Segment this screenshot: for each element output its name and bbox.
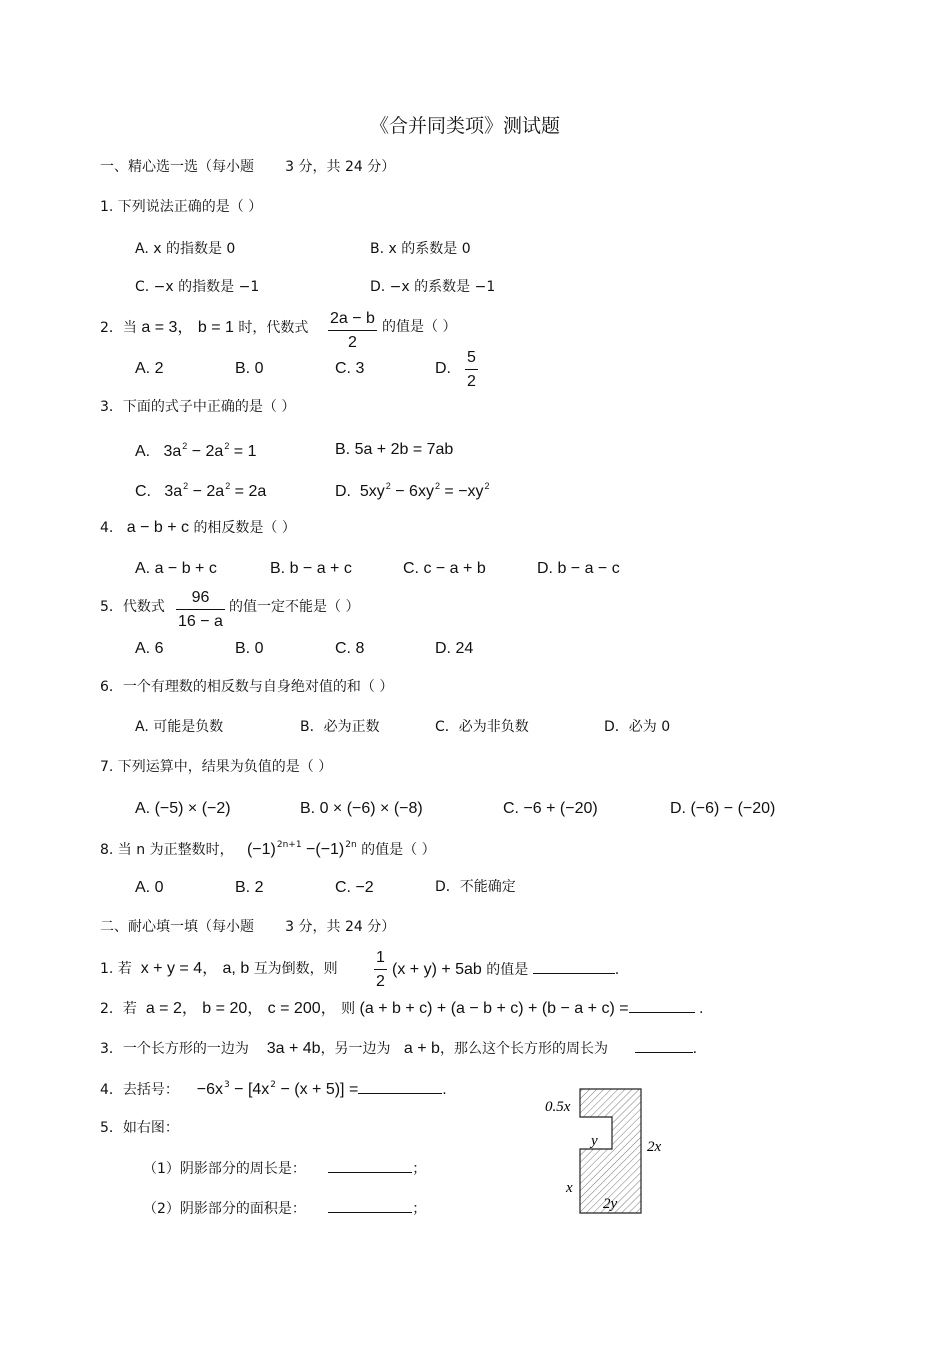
question-2-stem-end: 的值是（ ）	[382, 319, 457, 335]
question-1-option-b: B. x 的系数是 0	[370, 241, 471, 257]
question-1-stem: 1. 下列说法正确的是（ ）	[100, 199, 263, 215]
question-7-option-a: A. (−5) × (−2)	[135, 800, 231, 817]
label-inner-height: y	[591, 1133, 598, 1149]
fill-1-stem-end: (x + y) + 5ab 的值是 .	[392, 961, 620, 978]
question-5-fraction: 96 16 − a	[178, 589, 223, 630]
question-7-option-c: C. −6 + (−20)	[503, 800, 598, 817]
label-left-height: x	[566, 1180, 573, 1196]
question-3-option-c: C. $3a^2 - 2a^2 = 2a$	[135, 481, 267, 500]
question-8-option-b: B. 2	[235, 879, 264, 896]
question-5-option-c: C. 8	[335, 640, 365, 657]
question-4-option-c: C. c − a + b	[403, 560, 486, 577]
question-6-option-a: A. 可能是负数	[135, 719, 224, 735]
question-2-option-d-fraction: 5 2	[467, 349, 476, 390]
fill-1-stem: 1. 若 x + y = 4， a, b 互为倒数，则	[100, 960, 338, 977]
label-right-height: 2x	[647, 1139, 662, 1155]
question-4-option-b: B. b − a + c	[270, 560, 352, 577]
question-7-stem: 7. 下列运算中，结果为负值的是（ ）	[100, 759, 333, 775]
fill-3-answer-blank[interactable]	[635, 1040, 693, 1053]
fill-1-fraction: 1 2	[376, 949, 385, 990]
question-1-option-d: D. −x 的系数是 −1	[370, 279, 496, 295]
fill-1-answer-blank[interactable]	[533, 961, 615, 974]
fill-5-part-1-blank[interactable]	[328, 1160, 412, 1173]
fill-5-stem: 5．如右图：	[100, 1120, 179, 1136]
section1-heading: 一、精心选一选（每小题 3 分，共 24 分）	[100, 159, 396, 175]
question-6-option-d: D．必为 0	[604, 719, 671, 735]
question-2-option-c: C. 3	[335, 360, 365, 377]
question-2-option-a: A. 2	[135, 360, 164, 377]
fill-2-stem: 2．若 a = 2， b = 20， c = 200， 则 (a + b + c) + (a − b + c) + (b − a + c) = .	[100, 1000, 704, 1017]
fill-5-part-2: （2）阴影部分的面积是： ；	[143, 1201, 427, 1217]
question-4-option-a: A. a − b + c	[135, 560, 217, 577]
question-8-stem: 8. 当 n 为正整数时， $(-1)^{2n+1} -(-1)^{2n}$ 的值是（ ）	[100, 840, 436, 858]
fill-4-stem: 4．去括号： $-6x^3 - [4x^2 - (x + 5)]$ = .	[100, 1080, 447, 1098]
question-8-option-c: C. −2	[335, 879, 374, 896]
question-5-option-d: D. 24	[435, 640, 474, 657]
question-7-option-d: D. (−6) − (−20)	[670, 800, 776, 817]
section2-heading: 二、耐心填一填（每小题 3 分，共 24 分）	[100, 919, 396, 935]
question-1-option-a: A. x 的指数是 0	[135, 241, 236, 257]
shaded-shape-figure	[535, 1080, 675, 1225]
question-5-option-a: A. 6	[135, 640, 164, 657]
question-8-option-d: D．不能确定	[435, 879, 516, 895]
question-5-stem-end: 的值一定不能是（ ）	[229, 599, 360, 615]
question-6-option-b: B．必为正数	[300, 719, 380, 735]
question-4-option-d: D. b − a − c	[537, 560, 620, 577]
fill-5-part-2-blank[interactable]	[328, 1200, 412, 1213]
label-bottom-width: 2y	[603, 1196, 618, 1212]
shaded-region	[580, 1089, 641, 1213]
question-6-stem: 6．一个有理数的相反数与自身绝对值的和（ ）	[100, 679, 394, 695]
fill-5-part-1: （1）阴影部分的周长是： ；	[143, 1161, 427, 1177]
page-title: 《合并同类项》测试题	[370, 115, 561, 137]
question-3-stem: 3．下面的式子中正确的是（ ）	[100, 399, 296, 415]
question-8-option-a: A. 0	[135, 879, 164, 896]
fill-2-answer-blank[interactable]	[629, 1000, 695, 1013]
fill-4-answer-blank[interactable]	[358, 1081, 442, 1094]
question-3-option-b: B. 5a + 2b = 7ab	[335, 441, 454, 458]
question-4-stem: 4. a − b + c 的相反数是（ ）	[100, 519, 296, 536]
question-5-option-b: B. 0	[235, 640, 264, 657]
question-2-fraction: 2a − b 2	[330, 310, 375, 351]
question-1-option-c: C. −x 的指数是 −1	[135, 279, 260, 295]
question-6-option-c: C．必为非负数	[435, 719, 529, 735]
question-2-option-b: B. 0	[235, 360, 264, 377]
question-3-option-d: D. $5xy^2 - 6xy^2 = -xy^2$	[335, 481, 490, 500]
fill-3-stem: 3．一个长方形的一边为 3a + 4b，另一边为 a + b，那么这个长方形的周长为 .	[100, 1040, 698, 1057]
question-3-option-a: A. $3a^2 - 2a^2 = 1$	[135, 441, 257, 460]
question-2-stem: 2．当 a = 3， b = 1 时，代数式	[100, 319, 309, 336]
question-2-option-d-label: D.	[435, 360, 451, 377]
question-5-stem: 5．代数式	[100, 599, 165, 615]
label-top-width: 0.5x	[545, 1099, 571, 1115]
question-7-option-b: B. 0 × (−6) × (−8)	[300, 800, 423, 817]
